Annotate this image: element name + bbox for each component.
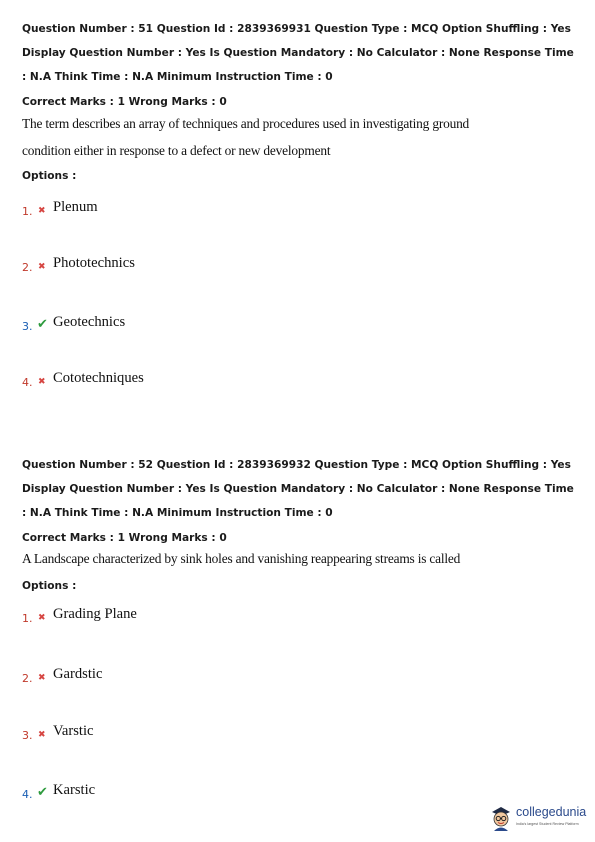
option-number: 4. bbox=[22, 788, 33, 801]
marks-line: Correct Marks : 1 Wrong Marks : 0 bbox=[22, 532, 227, 544]
check-icon: ✔ bbox=[37, 317, 48, 332]
question-text-line: A Landscape characterized by sink holes and vanishing reappearing streams is called bbox=[22, 551, 461, 566]
options-label: Options : bbox=[22, 170, 77, 182]
logo-name: collegedunia bbox=[516, 805, 587, 819]
option-text: Plenum bbox=[53, 199, 98, 215]
option-number: 2. bbox=[22, 672, 33, 685]
cross-icon: ✖ bbox=[38, 613, 46, 623]
cross-icon: ✖ bbox=[38, 730, 46, 740]
collegedunia-logo[interactable] bbox=[489, 802, 589, 834]
marks-line: Correct Marks : 1 Wrong Marks : 0 bbox=[22, 96, 227, 108]
meta-line: Display Question Number : Yes Is Question Mandatory : No Calculator : None Response Time bbox=[22, 47, 574, 59]
student-mascot-icon bbox=[489, 802, 513, 832]
option-text: Grading Plane bbox=[53, 606, 137, 622]
question-text-line: The term describes an array of techniques and procedures used in investigating ground bbox=[22, 116, 470, 131]
option-number: 3. bbox=[22, 320, 33, 333]
option-number: 1. bbox=[22, 205, 33, 218]
question-text-line: condition either in response to a defect or new development bbox=[22, 143, 331, 158]
meta-line: Question Number : 51 Question Id : 2839369931 Question Type : MCQ Option Shuffling : Yes bbox=[22, 23, 571, 35]
option-text: Cototechniques bbox=[53, 370, 144, 386]
cross-icon: ✖ bbox=[38, 377, 46, 387]
meta-line: : N.A Think Time : N.A Minimum Instruction Time : 0 bbox=[22, 507, 333, 519]
option-text: Karstic bbox=[53, 782, 96, 798]
option-text: Gardstic bbox=[53, 666, 103, 682]
options-label: Options : bbox=[22, 580, 77, 592]
meta-line: Display Question Number : Yes Is Question Mandatory : No Calculator : None Response Time bbox=[22, 483, 574, 495]
option-number: 2. bbox=[22, 261, 33, 274]
option-text: Phototechnics bbox=[53, 255, 135, 271]
cross-icon: ✖ bbox=[38, 673, 46, 683]
logo-tagline: India's largest Student Review Platform bbox=[516, 822, 579, 826]
option-number: 3. bbox=[22, 729, 33, 742]
option-text: Varstic bbox=[53, 723, 94, 739]
question-meta bbox=[22, 453, 578, 525]
option-number: 4. bbox=[22, 376, 33, 389]
option-text: Geotechnics bbox=[53, 314, 126, 330]
meta-line: : N.A Think Time : N.A Minimum Instruction Time : 0 bbox=[22, 71, 333, 83]
check-icon: ✔ bbox=[37, 785, 48, 800]
question-meta bbox=[22, 17, 578, 89]
cross-icon: ✖ bbox=[38, 262, 46, 272]
cross-icon: ✖ bbox=[38, 206, 46, 216]
meta-line: Question Number : 52 Question Id : 2839369932 Question Type : MCQ Option Shuffling : Yes bbox=[22, 459, 571, 471]
option-number: 1. bbox=[22, 612, 33, 625]
